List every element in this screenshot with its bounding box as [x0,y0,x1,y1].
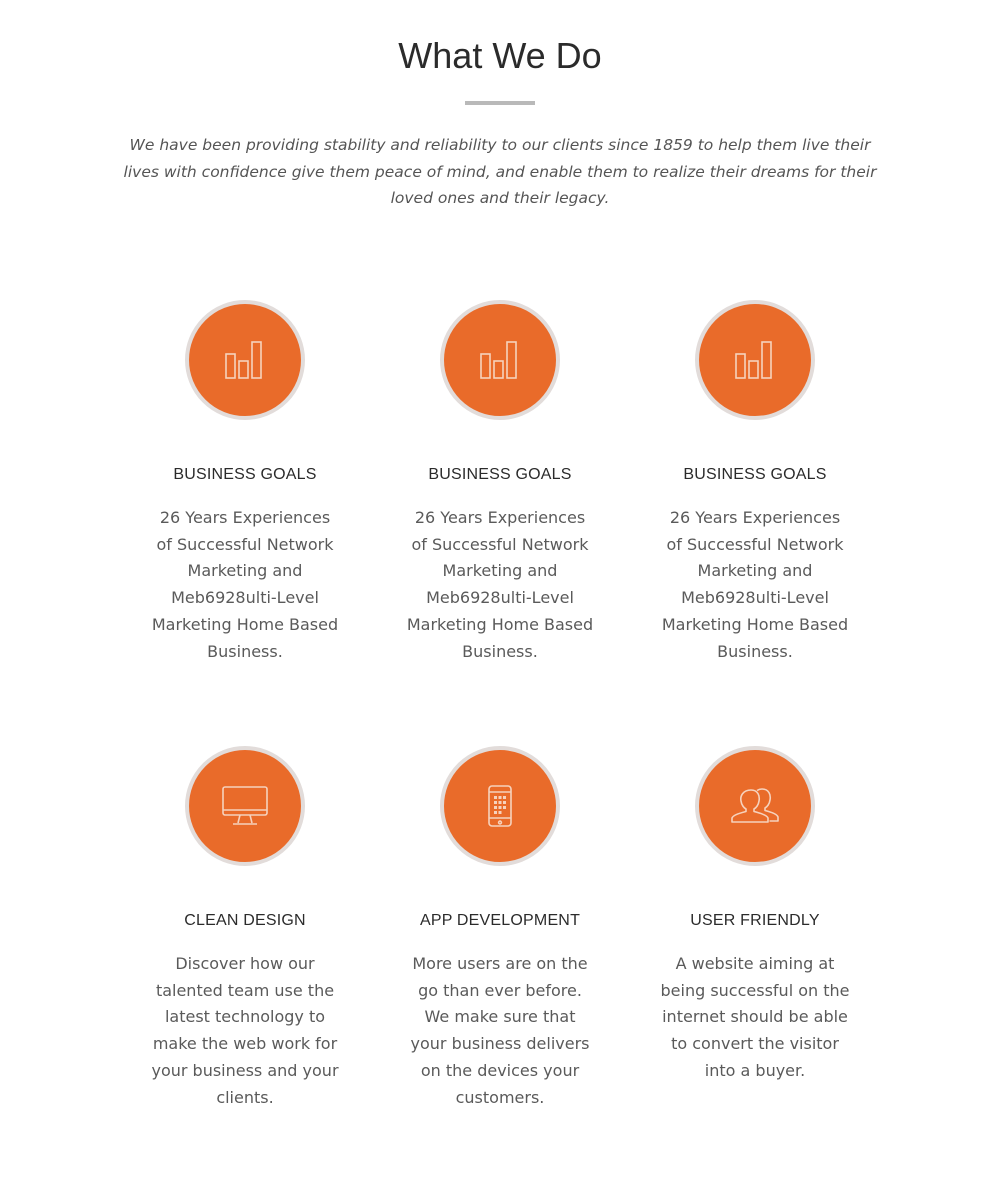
title-divider [465,101,535,105]
service-title: BUSINESS GOALS [428,466,572,483]
bar-chart-icon [733,340,777,380]
service-icon-circle [440,300,560,420]
service-card-user-friendly [655,746,855,1085]
service-icon-circle [185,300,305,420]
mobile-phone-icon [486,784,514,828]
desktop-monitor-icon [221,785,269,827]
service-title: BUSINESS GOALS [173,466,317,483]
service-title: BUSINESS GOALS [683,466,827,483]
service-description: A website aiming at being successful on the internet should be able to convert the visitor into a buyer. [660,954,850,1080]
bar-chart-icon [223,340,267,380]
service-description: Discover how our talented team use the latest technology to make the web work for your business and your clients. [151,954,339,1107]
service-icon-circle [695,746,815,866]
service-description: 26 Years Experiences of Successful Network Marketing and Meb6928ulti-Level Marketing Home Based Business. [661,508,849,661]
service-card-business-goals-1 [145,300,345,665]
service-card-business-goals-2 [400,300,600,665]
service-card-business-goals-3 [655,300,855,665]
service-icon-circle [185,746,305,866]
section-intro: We have been providing stability and reliability to our clients since 1859 to help them live their lives with confidence give them peace of mind, and enable them to realize their dreams for their loved ones and their legacy. [123,136,877,207]
service-title: USER FRIENDLY [690,912,820,929]
service-title: CLEAN DESIGN [184,912,306,929]
service-description: More users are on the go than ever before. We make sure that your business delivers on the devices your customers. [410,954,590,1107]
service-icon-circle [695,300,815,420]
users-icon [730,786,780,826]
bar-chart-icon [478,340,522,380]
section-title: What We Do [398,35,602,76]
service-description: 26 Years Experiences of Successful Network Marketing and Meb6928ulti-Level Marketing Home Based Business. [151,508,339,661]
service-icon-circle [440,746,560,866]
service-card-clean-design [145,746,345,1111]
service-card-app-development [400,746,600,1111]
service-description: 26 Years Experiences of Successful Network Marketing and Meb6928ulti-Level Marketing Home Based Business. [406,508,594,661]
service-title: APP DEVELOPMENT [419,912,581,929]
